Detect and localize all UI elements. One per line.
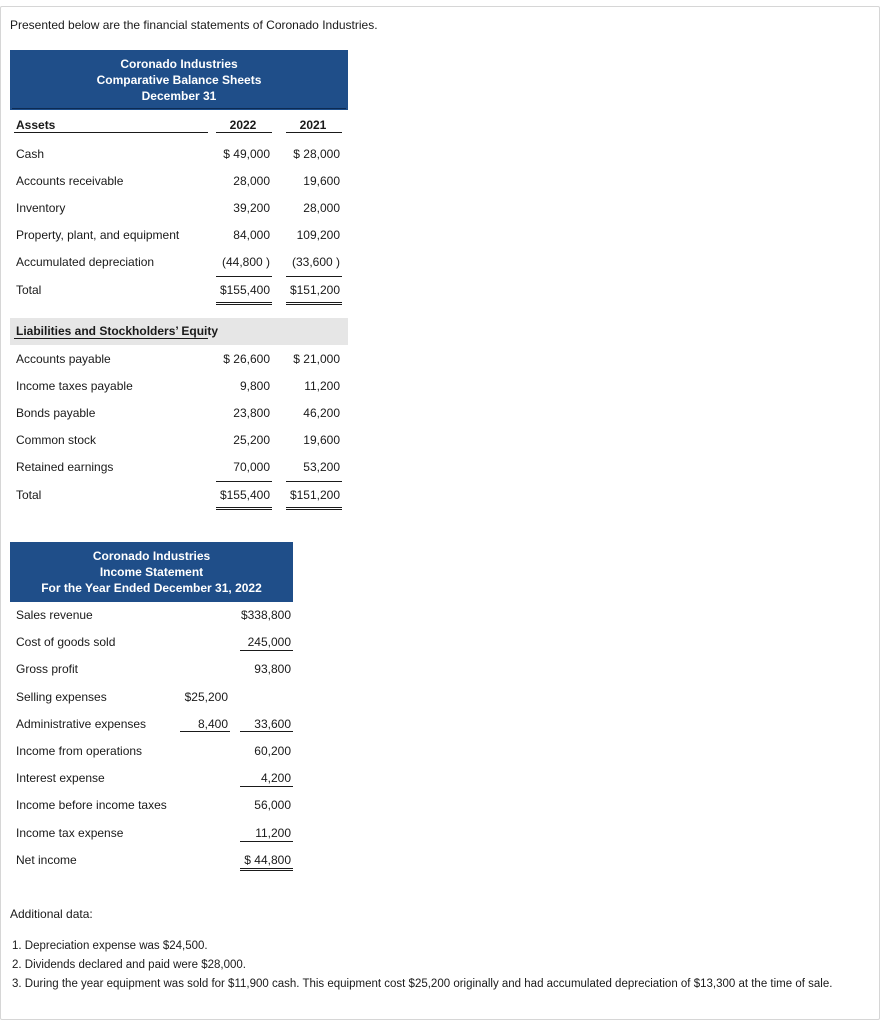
liability-2022: 70,000: [233, 460, 270, 474]
subtotal-rule: [240, 841, 293, 842]
list-item: 1. Depreciation expense was $24,500.: [12, 940, 208, 952]
liability-2021: 53,200: [303, 460, 340, 474]
asset-label: Inventory: [16, 201, 66, 215]
bs-title: Comparative Balance Sheets: [96, 73, 262, 87]
is-row-label: Sales revenue: [16, 608, 93, 622]
is-row-label: Income before income taxes: [16, 798, 167, 812]
is-row-label: Income tax expense: [16, 826, 124, 840]
liabilities-heading-rule: [14, 338, 208, 339]
liability-label: Common stock: [16, 433, 97, 447]
additional-data-heading: Additional data:: [10, 907, 93, 921]
liability-2022: 25,200: [233, 433, 270, 447]
list-item: 3. During the year equipment was sold for $11,900 cash. This equipment cost $25,200 originally and had accumulated depreciation of $13,300 at the time of sale.: [12, 978, 833, 990]
is-row-label: Cost of goods sold: [16, 635, 116, 649]
income-statement-header: [10, 542, 293, 602]
subtotal-rule: [240, 786, 293, 787]
is-row-amount: 33,600: [254, 717, 291, 731]
double-rule: [286, 507, 342, 508]
liability-total-2021: $151,200: [289, 488, 340, 502]
subtotal-rule: [216, 276, 272, 277]
is-row-amount: 11,200: [255, 826, 291, 840]
bs-company: Coronado Industries: [120, 57, 238, 71]
double-rule: [286, 304, 342, 305]
col-rule-2021: [286, 132, 342, 133]
subtotal-rule: [240, 731, 293, 732]
asset-2021: 28,000: [303, 201, 340, 215]
is-row-label: Gross profit: [16, 662, 79, 676]
balance-sheet-header: [10, 50, 348, 110]
subtotal-rule: [216, 481, 272, 482]
col-rule-2022: [216, 132, 272, 133]
liability-2022: $ 26,600: [223, 352, 270, 366]
bs-date: December 31: [141, 89, 217, 103]
is-row-amount: 4,200: [260, 771, 291, 785]
is-row-label: Interest expense: [16, 771, 105, 785]
liabilities-heading: Liabilities and Stockholders’ Equity: [16, 324, 219, 338]
liability-2022: 23,800: [233, 406, 270, 420]
asset-total-2022: $155,400: [219, 283, 270, 297]
is-company: Coronado Industries: [92, 549, 211, 563]
asset-2021: (33,600 ): [291, 255, 340, 269]
double-rule: [216, 302, 272, 303]
is-row-amount: 60,200: [254, 744, 291, 758]
net-income-amount: $ 44,800: [244, 853, 291, 867]
double-rule: [286, 509, 342, 510]
is-row-amount: 93,800: [254, 662, 291, 676]
is-row-label: Selling expenses: [16, 690, 107, 704]
asset-2022: 28,000: [233, 174, 270, 188]
assets-heading-rule: [14, 132, 208, 133]
asset-label: Property, plant, and equipment: [16, 228, 180, 242]
assets-heading: Assets: [16, 118, 56, 132]
subtotal-rule: [180, 731, 230, 732]
asset-2021: 109,200: [296, 228, 340, 242]
is-row-label: Administrative expenses: [16, 717, 147, 731]
content-frame: [0, 6, 880, 1020]
liability-label: Income taxes payable: [16, 379, 133, 393]
is-row-amount: 245,000: [247, 635, 291, 649]
asset-2022: $ 49,000: [223, 147, 270, 161]
asset-2022: 84,000: [233, 228, 270, 242]
double-rule: [240, 870, 293, 871]
asset-2022: (44,800 ): [221, 255, 270, 269]
subtotal-rule: [286, 276, 342, 277]
is-period: For the Year Ended December 31, 2022: [41, 581, 262, 595]
liability-2021: 11,200: [304, 379, 340, 393]
col-header-2022: 2022: [229, 118, 257, 132]
net-income-label: Net income: [16, 853, 77, 867]
liability-total-label: Total: [16, 488, 42, 502]
asset-label: Cash: [16, 147, 45, 161]
is-row-inner-amount: $25,200: [184, 690, 228, 704]
asset-label: Accounts receivable: [16, 174, 124, 188]
asset-total-2021: $151,200: [289, 283, 340, 297]
asset-2021: $ 28,000: [293, 147, 340, 161]
liability-2021: 19,600: [303, 433, 340, 447]
is-row-label: Income from operations: [16, 744, 143, 758]
liability-label: Accounts payable: [16, 352, 111, 366]
double-rule: [286, 302, 342, 303]
col-header-2021: 2021: [299, 118, 327, 132]
double-rule: [216, 507, 272, 508]
liability-2022: 9,800: [239, 379, 270, 393]
is-row-amount: $338,800: [240, 608, 291, 622]
is-row-inner-amount: 8,400: [197, 717, 228, 731]
subtotal-rule: [240, 650, 293, 651]
asset-2021: 19,600: [303, 174, 340, 188]
double-rule: [240, 868, 293, 869]
liability-2021: 46,200: [303, 406, 340, 420]
double-rule: [216, 304, 272, 305]
asset-2022: 39,200: [233, 201, 270, 215]
liability-total-2022: $155,400: [219, 488, 270, 502]
is-row-amount: 56,000: [254, 798, 291, 812]
liability-label: Retained earnings: [16, 460, 114, 474]
asset-label: Accumulated depreciation: [16, 255, 155, 269]
intro-text: Presented below are the financial statements of Coronado Industries.: [10, 18, 378, 32]
is-title: Income Statement: [99, 565, 204, 579]
list-item: 2. Dividends declared and paid were $28,000.: [12, 959, 246, 971]
subtotal-rule: [286, 481, 342, 482]
liability-label: Bonds payable: [16, 406, 96, 420]
asset-total-label: Total: [16, 283, 42, 297]
liability-2021: $ 21,000: [293, 352, 340, 366]
double-rule: [216, 509, 272, 510]
